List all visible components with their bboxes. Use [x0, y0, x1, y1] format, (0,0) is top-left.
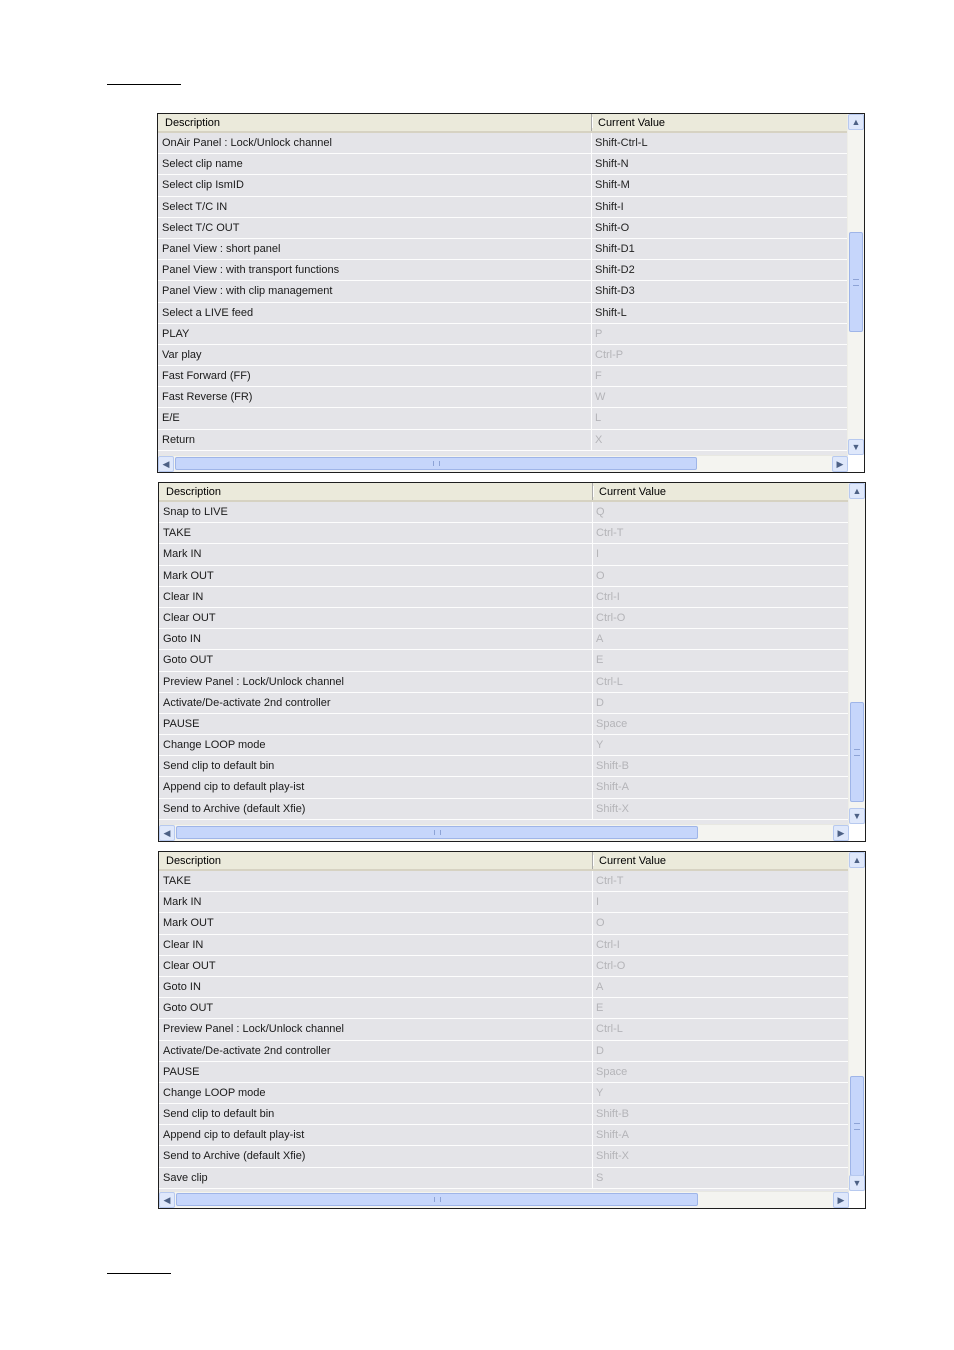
- column-header-description[interactable]: Description: [158, 114, 592, 131]
- arrow-up-icon: ▲: [852, 855, 862, 865]
- scroll-down-button[interactable]: [849, 808, 865, 824]
- row-description: Select clip name: [158, 154, 592, 174]
- scroll-right-button[interactable]: [832, 456, 848, 472]
- arrow-right-icon: ▶: [837, 1195, 845, 1205]
- table-row[interactable]: [159, 977, 849, 998]
- column-header-description[interactable]: Description: [159, 852, 593, 869]
- shortcut-grid-panel-1: [157, 113, 865, 473]
- row-current-value[interactable]: Ctrl-O: [596, 611, 626, 624]
- row-current-value[interactable]: Shift-B: [596, 760, 630, 773]
- row-current-value[interactable]: Shift-D2: [595, 264, 635, 277]
- horizontal-scrollbar[interactable]: [159, 824, 865, 841]
- shortcut-grid: [158, 114, 848, 455]
- row-current-value[interactable]: D: [596, 696, 604, 709]
- row-description: PAUSE: [159, 1062, 593, 1082]
- row-description: Panel View : with clip management: [158, 281, 592, 301]
- row-description: Goto IN: [159, 977, 593, 997]
- row-current-value[interactable]: I: [596, 896, 600, 909]
- table-row[interactable]: [158, 366, 848, 387]
- row-current-value[interactable]: Ctrl-O: [596, 959, 626, 972]
- row-description: Panel View : short panel: [158, 239, 592, 259]
- table-row[interactable]: [159, 650, 849, 671]
- row-description: Clear IN: [159, 587, 593, 607]
- row-current-value[interactable]: Q: [596, 506, 605, 518]
- row-description: Goto OUT: [159, 998, 593, 1018]
- scroll-up-button[interactable]: [848, 114, 864, 130]
- table-row[interactable]: [158, 175, 848, 196]
- row-current-value[interactable]: O: [596, 917, 605, 930]
- page-footer-rule: [107, 1273, 171, 1274]
- row-current-value[interactable]: Y: [596, 739, 604, 752]
- table-row[interactable]: [159, 502, 849, 523]
- row-current-value[interactable]: P: [595, 327, 603, 340]
- table-row[interactable]: [158, 387, 848, 408]
- column-header-current-value[interactable]: Current Value: [599, 855, 667, 867]
- row-description: Select T/C IN: [158, 197, 592, 217]
- grip-icon: [433, 461, 440, 466]
- grid-header: [158, 114, 848, 133]
- row-description: Select a LIVE feed: [158, 303, 592, 323]
- table-row[interactable]: [159, 998, 849, 1019]
- row-description: Snap to LIVE: [159, 502, 593, 522]
- row-current-value[interactable]: I: [596, 548, 600, 561]
- row-current-value[interactable]: S: [596, 1171, 604, 1184]
- row-current-value[interactable]: Shift-D3: [595, 285, 635, 298]
- table-row[interactable]: [159, 566, 849, 587]
- row-current-value[interactable]: Shift-N: [595, 158, 629, 171]
- row-description: Send clip to default bin: [159, 756, 593, 776]
- row-description: Mark OUT: [159, 913, 593, 933]
- arrow-right-icon: ▶: [836, 459, 844, 469]
- grid-header: [159, 852, 849, 871]
- horizontal-scroll-thumb[interactable]: [176, 826, 698, 839]
- table-row[interactable]: [158, 260, 848, 281]
- table-row[interactable]: [158, 430, 848, 451]
- table-row[interactable]: [159, 892, 849, 913]
- row-description: TAKE: [159, 871, 593, 891]
- scroll-down-button[interactable]: [848, 439, 864, 455]
- row-current-value[interactable]: D: [596, 1044, 604, 1057]
- table-row[interactable]: [159, 523, 849, 544]
- row-current-value[interactable]: Shift-L: [595, 306, 627, 319]
- row-current-value[interactable]: Shift-D1: [595, 242, 635, 255]
- shortcut-grid-panel-2: [158, 482, 866, 842]
- vertical-scroll-thumb[interactable]: [850, 702, 864, 802]
- row-current-value[interactable]: E: [596, 1002, 604, 1015]
- row-description: Select T/C OUT: [158, 218, 592, 238]
- row-description: E/E: [158, 408, 592, 428]
- vertical-scroll-thumb[interactable]: [849, 232, 863, 332]
- table-row[interactable]: [159, 672, 849, 693]
- row-description: Mark IN: [159, 892, 593, 912]
- row-current-value[interactable]: Shift-B: [596, 1108, 630, 1121]
- table-row[interactable]: [158, 154, 848, 175]
- horizontal-scrollbar[interactable]: [158, 455, 864, 472]
- row-current-value[interactable]: Shift-X: [596, 802, 630, 815]
- row-description: PLAY: [158, 324, 592, 344]
- table-row[interactable]: [158, 197, 848, 218]
- scroll-left-button[interactable]: [158, 456, 174, 472]
- table-row[interactable]: [158, 303, 848, 324]
- scroll-corner: [848, 455, 864, 472]
- column-header-current-value[interactable]: Current Value: [598, 117, 666, 129]
- arrow-right-icon: ▶: [837, 828, 845, 838]
- vertical-scrollbar[interactable]: [848, 852, 865, 1191]
- row-current-value[interactable]: W: [595, 391, 606, 404]
- arrow-left-icon: ◀: [162, 459, 170, 469]
- row-current-value[interactable]: Shift-M: [595, 179, 630, 192]
- arrow-down-icon: ▼: [851, 442, 861, 452]
- table-row[interactable]: [158, 345, 848, 366]
- grid-rows: [159, 871, 849, 1189]
- row-current-value[interactable]: Ctrl-T: [596, 875, 624, 887]
- page-header-rule: [107, 84, 181, 85]
- row-current-value[interactable]: Ctrl-I: [596, 938, 620, 951]
- row-description: Panel View : with transport functions: [158, 260, 592, 280]
- shortcut-grid: [159, 852, 849, 1191]
- scroll-left-button[interactable]: [159, 825, 175, 841]
- table-row[interactable]: [159, 1146, 849, 1167]
- table-row[interactable]: [159, 1062, 849, 1083]
- table-row[interactable]: [159, 913, 849, 934]
- table-row[interactable]: [158, 239, 848, 260]
- table-row[interactable]: [158, 408, 848, 429]
- table-row[interactable]: [159, 956, 849, 977]
- row-current-value[interactable]: Space: [596, 717, 628, 730]
- shortcut-grid-panel-3: [158, 851, 866, 1209]
- table-row[interactable]: [159, 777, 849, 798]
- arrow-down-icon: ▼: [852, 811, 862, 821]
- row-current-value[interactable]: E: [596, 654, 604, 667]
- row-current-value[interactable]: Space: [596, 1065, 628, 1078]
- grip-icon: [434, 830, 441, 835]
- table-row[interactable]: [159, 735, 849, 756]
- row-description: Mark OUT: [159, 566, 593, 586]
- table-row[interactable]: [158, 133, 848, 154]
- row-description: Var play: [158, 345, 592, 365]
- scroll-right-button[interactable]: [833, 825, 849, 841]
- row-description: OnAir Panel : Lock/Unlock channel: [158, 133, 592, 153]
- horizontal-scrollbar[interactable]: [159, 1191, 865, 1208]
- row-description: Clear OUT: [159, 956, 593, 976]
- grip-icon: [434, 1197, 441, 1202]
- table-row[interactable]: [159, 799, 849, 820]
- row-description: Fast Reverse (FR): [158, 387, 592, 407]
- scroll-corner: [849, 1191, 865, 1208]
- row-current-value[interactable]: O: [596, 569, 605, 582]
- row-description: Send clip to default bin: [159, 1104, 593, 1124]
- row-description: Goto OUT: [159, 650, 593, 670]
- column-header-description[interactable]: Description: [159, 483, 593, 500]
- table-row[interactable]: [159, 544, 849, 565]
- table-row[interactable]: [159, 1104, 849, 1125]
- row-description: Append cip to default play-ist: [159, 777, 593, 797]
- row-description: Save clip: [159, 1168, 593, 1188]
- arrow-left-icon: ◀: [163, 1195, 171, 1205]
- row-description: Send to Archive (default Xfie): [159, 1146, 593, 1166]
- row-current-value[interactable]: F: [595, 370, 602, 383]
- scroll-up-button[interactable]: [849, 852, 865, 868]
- row-current-value[interactable]: Ctrl-P: [595, 348, 624, 361]
- row-description: Fast Forward (FF): [158, 366, 592, 386]
- table-row[interactable]: [159, 1041, 849, 1062]
- horizontal-scroll-thumb[interactable]: [175, 457, 697, 470]
- row-current-value[interactable]: Shift-O: [595, 221, 630, 234]
- table-row[interactable]: [159, 629, 849, 650]
- row-current-value[interactable]: Ctrl-L: [596, 675, 623, 688]
- table-row[interactable]: [158, 324, 848, 345]
- grip-icon: [854, 1123, 860, 1130]
- row-current-value[interactable]: Shift-A: [596, 1129, 630, 1142]
- scroll-up-button[interactable]: [849, 483, 865, 499]
- table-row[interactable]: [159, 1125, 849, 1146]
- table-row[interactable]: [159, 1019, 849, 1040]
- row-description: Preview Panel : Lock/Unlock channel: [159, 1019, 593, 1039]
- column-header-current-value[interactable]: Current Value: [599, 486, 667, 498]
- row-description: Send to Archive (default Xfie): [159, 799, 593, 819]
- grid-header: [159, 483, 849, 502]
- row-description: Change LOOP mode: [159, 735, 593, 755]
- table-row[interactable]: [159, 935, 849, 956]
- scroll-corner: [849, 824, 865, 841]
- vertical-scrollbar[interactable]: [847, 114, 864, 455]
- row-description: TAKE: [159, 523, 593, 543]
- row-current-value[interactable]: Ctrl-I: [596, 590, 620, 603]
- row-description: Preview Panel : Lock/Unlock channel: [159, 672, 593, 692]
- row-description: Select clip IsmID: [158, 175, 592, 195]
- row-current-value[interactable]: Y: [596, 1086, 604, 1099]
- table-row[interactable]: [159, 871, 849, 892]
- row-description: Activate/De-activate 2nd controller: [159, 693, 593, 713]
- table-row[interactable]: [159, 714, 849, 735]
- table-row[interactable]: [159, 693, 849, 714]
- arrow-up-icon: ▲: [851, 117, 861, 127]
- scroll-down-button[interactable]: [849, 1175, 865, 1191]
- arrow-down-icon: ▼: [852, 1178, 862, 1188]
- row-current-value[interactable]: A: [596, 633, 604, 646]
- scroll-left-button[interactable]: [159, 1192, 175, 1208]
- table-row[interactable]: [158, 218, 848, 239]
- row-description: Mark IN: [159, 544, 593, 564]
- row-current-value[interactable]: L: [595, 412, 602, 425]
- scroll-right-button[interactable]: [833, 1192, 849, 1208]
- row-description: Clear IN: [159, 935, 593, 955]
- table-row[interactable]: [159, 1168, 849, 1189]
- row-current-value[interactable]: Ctrl-T: [596, 527, 624, 540]
- row-description: Clear OUT: [159, 608, 593, 628]
- shortcut-grid: [159, 483, 849, 824]
- row-current-value[interactable]: X: [595, 433, 603, 446]
- row-current-value[interactable]: Shift-X: [596, 1150, 630, 1163]
- row-description: Activate/De-activate 2nd controller: [159, 1041, 593, 1061]
- grid-rows: [159, 502, 849, 820]
- row-description: Change LOOP mode: [159, 1083, 593, 1103]
- row-current-value[interactable]: Shift-Ctrl-L: [595, 137, 648, 149]
- grid-rows: [158, 133, 848, 451]
- horizontal-scroll-thumb[interactable]: [176, 1193, 698, 1206]
- row-current-value[interactable]: Shift-I: [595, 200, 624, 213]
- arrow-up-icon: ▲: [852, 486, 862, 496]
- grip-icon: [854, 749, 860, 756]
- row-current-value[interactable]: Shift-A: [596, 781, 630, 794]
- vertical-scroll-thumb[interactable]: [850, 1076, 864, 1176]
- table-row[interactable]: [159, 608, 849, 629]
- grip-icon: [853, 279, 859, 286]
- table-row[interactable]: [158, 281, 848, 302]
- row-current-value[interactable]: Ctrl-L: [596, 1023, 623, 1036]
- row-current-value[interactable]: A: [596, 980, 604, 993]
- table-row[interactable]: [159, 756, 849, 777]
- table-row[interactable]: [159, 587, 849, 608]
- row-description: Return: [158, 430, 592, 450]
- row-description: PAUSE: [159, 714, 593, 734]
- row-description: Append cip to default play-ist: [159, 1125, 593, 1145]
- table-row[interactable]: [159, 1083, 849, 1104]
- row-description: Goto IN: [159, 629, 593, 649]
- vertical-scrollbar[interactable]: [848, 483, 865, 824]
- arrow-left-icon: ◀: [163, 828, 171, 838]
